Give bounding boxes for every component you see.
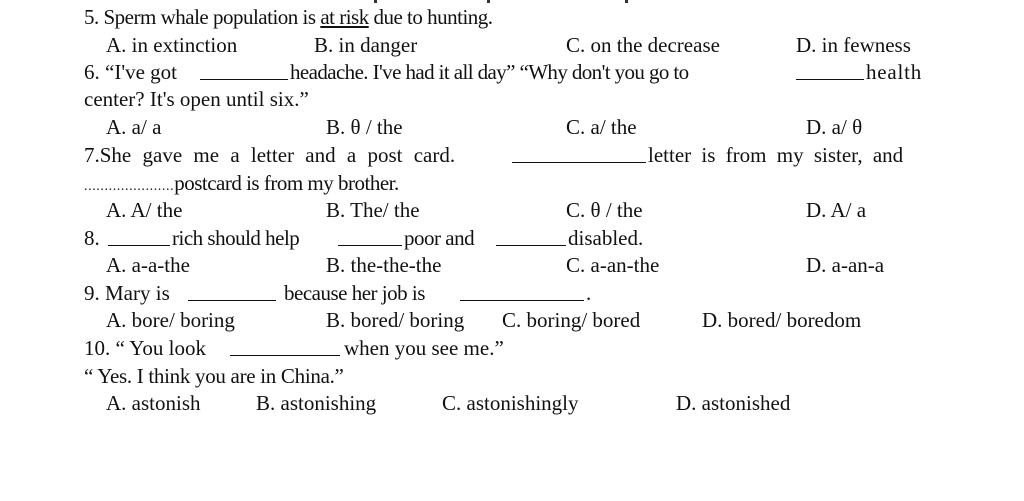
q7-word: gave bbox=[142, 143, 183, 167]
q6-option-c: C. a/ the bbox=[566, 115, 637, 139]
q7-word: letter bbox=[648, 143, 692, 167]
q10-part1: 10. “ You look bbox=[84, 336, 206, 360]
q6-blank-2 bbox=[796, 59, 864, 80]
q9-part2: because her job is bbox=[284, 281, 425, 305]
q6-stem-part2: headache. I've had it all day” “Why don't you go to bbox=[290, 60, 689, 84]
q9-option-a: A. bore/ boring bbox=[106, 308, 235, 332]
q5-stem-before: 5. Sperm whale population is bbox=[84, 5, 321, 29]
q7-word: is bbox=[701, 143, 716, 167]
q7-word: and bbox=[872, 143, 904, 167]
q7-blank bbox=[512, 142, 646, 163]
q10-option-b: B. astonishing bbox=[256, 391, 377, 415]
q5-stem-after: due to hunting. bbox=[368, 5, 493, 29]
q7-option-b: B. The/ the bbox=[326, 198, 420, 222]
q7-word: sister, bbox=[813, 143, 863, 167]
q10-line2: “ Yes. I think you are in China.” bbox=[84, 364, 344, 388]
q6-option-a: A. a/ a bbox=[106, 115, 162, 139]
q7-word: a bbox=[346, 143, 357, 167]
q8-blank-3 bbox=[496, 225, 566, 246]
q7-word: me bbox=[193, 143, 220, 167]
q7-word: a bbox=[230, 143, 240, 167]
q5-option-d: D. in fewness bbox=[796, 33, 911, 57]
q7-option-c: C. θ / the bbox=[566, 198, 643, 222]
cropped-text-fragment bbox=[374, 0, 377, 3]
q7-dotted-blank: ...................... bbox=[84, 179, 175, 194]
q10-option-c: C. astonishingly bbox=[442, 391, 579, 415]
q9-blank-2 bbox=[460, 280, 584, 301]
q8-part1: rich should help bbox=[172, 226, 300, 250]
q8-option-b: B. the-the-the bbox=[326, 253, 442, 277]
q10-part2: when you see me.” bbox=[344, 336, 504, 360]
q9-blank-1 bbox=[188, 280, 276, 301]
q10-blank bbox=[230, 335, 340, 356]
q5-underlined-phrase: at risk bbox=[320, 5, 369, 29]
q7-line2-text: postcard is from my brother. bbox=[174, 171, 399, 195]
cropped-text-fragment bbox=[625, 0, 628, 3]
q8-part2: poor and bbox=[404, 226, 475, 250]
q9-end: . bbox=[586, 281, 592, 305]
q6-option-d: D. a/ θ bbox=[806, 115, 863, 139]
q6-stem-line2: center? It's open until six.” bbox=[84, 87, 309, 111]
q8-part3: disabled. bbox=[568, 226, 644, 250]
q5-option-a: A. in extinction bbox=[106, 33, 238, 57]
q7-option-d: D. A/ a bbox=[806, 198, 867, 222]
cropped-text-fragment bbox=[487, 0, 490, 3]
q8-blank-1 bbox=[108, 225, 170, 246]
q8-blank-2 bbox=[338, 225, 402, 246]
q7-word: card. bbox=[413, 143, 456, 167]
q8-option-d: D. a-an-a bbox=[806, 253, 885, 277]
q8-option-a: A. a-a-the bbox=[106, 253, 190, 277]
q7-word: my bbox=[776, 143, 804, 167]
q5-option-c: C. on the decrease bbox=[566, 33, 720, 57]
q7-word: post bbox=[367, 143, 403, 167]
q9-option-c: C. boring/ bored bbox=[502, 308, 641, 332]
q7-word: 7.She bbox=[84, 143, 132, 167]
q9-option-d: D. bored/ boredom bbox=[702, 308, 862, 332]
q9-part1: 9. Mary is bbox=[84, 281, 170, 305]
q6-stem-part3: health bbox=[866, 60, 923, 84]
q10-option-d: D. astonished bbox=[676, 391, 791, 415]
q6-stem-part1: 6. “I've got bbox=[84, 60, 178, 84]
q5-option-b: B. in danger bbox=[314, 33, 418, 57]
q7-word: letter bbox=[250, 143, 295, 167]
q7-word: and bbox=[305, 143, 336, 167]
q6-option-b: B. θ / the bbox=[326, 115, 403, 139]
q8-number: 8. bbox=[84, 226, 100, 250]
q9-option-b: B. bored/ boring bbox=[326, 308, 465, 332]
q7-word: from bbox=[725, 143, 767, 167]
q10-option-a: A. astonish bbox=[106, 391, 201, 415]
q7-option-a: A. A/ the bbox=[106, 198, 183, 222]
q6-blank-1 bbox=[200, 59, 288, 80]
q8-option-c: C. a-an-the bbox=[566, 253, 660, 277]
